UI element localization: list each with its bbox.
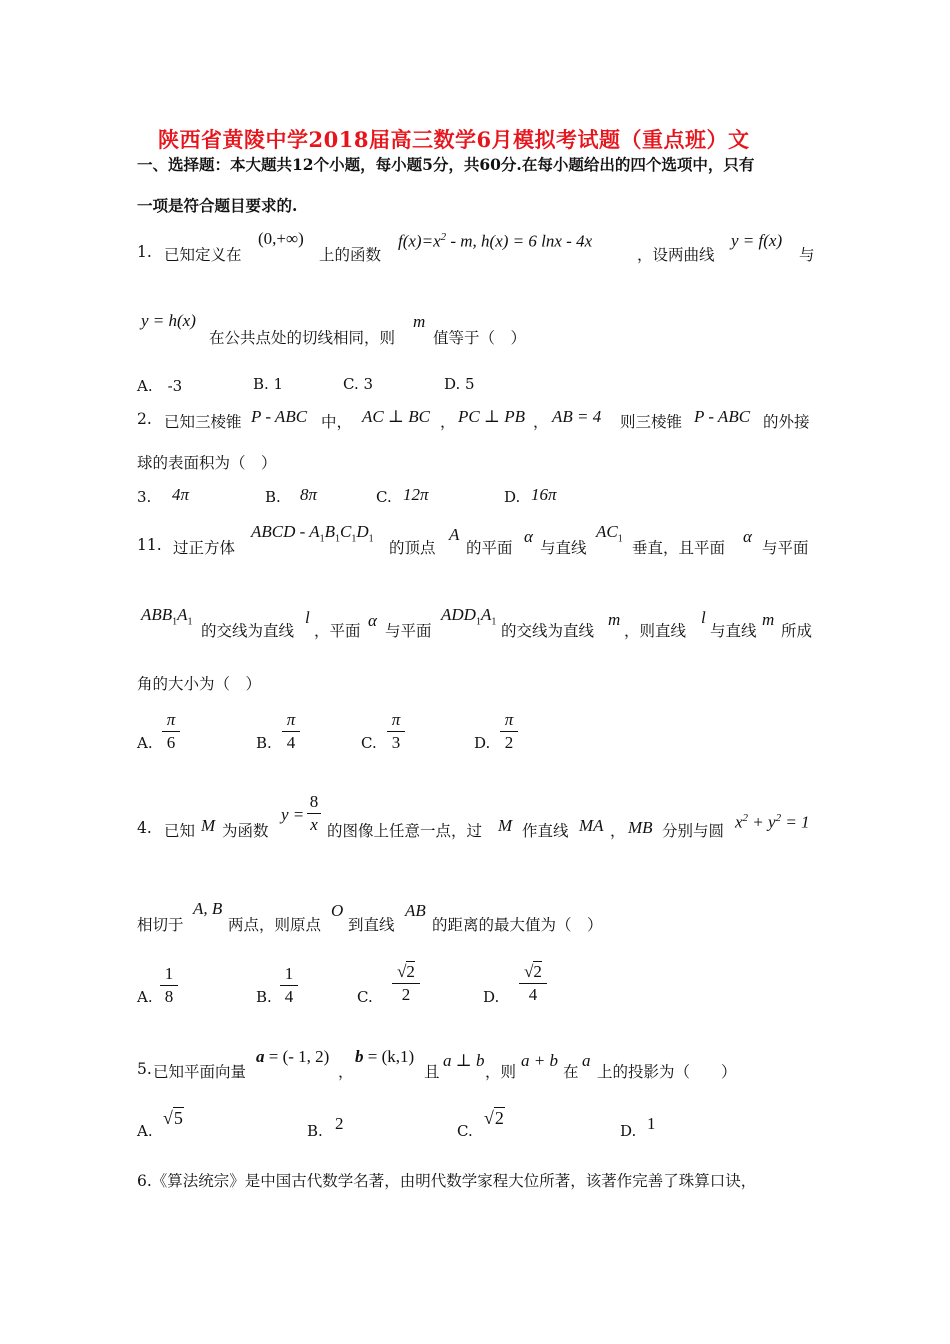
q2-text-5: 球的表面积为（ ） [137,454,277,472]
q11-option-b-fraction: π 4 [282,710,300,753]
q11-option-a-fraction: π 6 [162,710,180,753]
q5-option-b-value: 2 [335,1114,344,1133]
q11-line-l: l [305,608,310,627]
q2-sep-1: ， [440,413,456,431]
q4-circle-equation: $x^2 + y^2 = 1$ [735,812,810,832]
q11-text-5: 垂直，且平面 [632,539,726,557]
q11-option-d-fraction: π 2 [500,710,518,753]
q4-text-7: 两点，则原点 [228,916,322,934]
q4-sep: ， [610,822,626,840]
q2-text-4: 的外接 [763,413,810,431]
q5-vector-b: b = (k,1) [355,1047,415,1066]
q1-text-5: 在公共点处的切线相同，则 [209,329,396,347]
q4-point-m-2: M [498,816,513,835]
q4-text-2: 为函数 [222,822,269,840]
q1-text-6: 值等于（ ） [433,329,527,347]
q4-text-5: 分别与圆 [662,822,725,840]
q11-cube: ABCD - $A_1B_1C_1D_1$ [251,522,374,545]
q11-text-9: 与平面 [385,622,432,640]
q2-option-c-label: C. [376,488,392,506]
q2-text-3: 则三棱锥 [620,413,683,431]
q11-text-1: 过正方体 [173,539,236,557]
q2-number: 2. [137,410,152,428]
q5-option-a-label: A. [137,1122,153,1140]
q2-text-2: 中， [321,413,353,431]
question-6-text: 6.《算法统宗》是中国古代数学名著，由明代数学家程大位所著，该著作完善了珠算口诀， [137,1172,757,1190]
q5-option-d-label: D. [620,1122,637,1140]
q4-text-8: 到直线 [348,916,395,934]
q11-text-3: 的平面 [466,539,513,557]
q1-number: 1. [137,243,152,261]
q11-alpha-2: α [743,527,752,546]
q4-number: 4. [137,819,152,837]
q1-option-b: B. 1 [253,375,284,393]
q11-text-14: 角的大小为（ ） [137,675,262,693]
q4-y-equals: y = [281,805,305,824]
section-heading-line1: 一、选择题：本大题共12个小题，每小题5分，共60分.在每小题给出的四个选项中，只有 [137,155,755,174]
q5-vector-a-2: a [582,1051,591,1070]
q1-text-4: 与 [799,246,815,264]
q11-number: 11. [137,536,162,554]
q2-condition-1: AC ⊥ BC [362,407,430,426]
q5-text-4: 在 [563,1063,579,1081]
q1-text-1: 已知定义在 [164,246,242,264]
section-heading-line2: 一项是符合题目要求的. [137,196,298,215]
q1-option-d: D. 5 [444,375,475,393]
q11-line-m: m [608,610,621,629]
q4-points-ab: A, B [193,899,223,918]
q4-text-3: 的图像上任意一点，过 [327,822,483,840]
q2-option-b-label: B. [265,488,281,506]
q4-option-b-label: B. [256,988,272,1006]
q4-point-m: M [201,816,216,835]
q5-option-c-label: C. [457,1122,473,1140]
q5-option-b-label: B. [307,1122,323,1140]
q11-plane-add1a1: $ADD_1A_1$ [441,605,497,628]
q4-option-b-fraction: 1 4 [280,964,298,1007]
q1-text-2: 上的函数 [319,246,382,264]
q1-curve-h: y = h(x) [141,311,196,330]
q11-alpha: α [524,527,533,546]
q11-text-12: 与直线 [710,622,757,640]
q4-text-1: 已知 [164,822,196,840]
q11-text-7: 的交线为直线 [201,622,295,640]
q11-text-11: ，则直线 [624,622,687,640]
q2-sep-2: ， [533,413,549,431]
q11-text-4: 与直线 [540,539,587,557]
q11-plane-abb1a1: $ABB_1A_1$ [141,605,193,628]
q5-option-a-value: √5 [163,1108,183,1128]
page-title: 陕西省黄陵中学2018届高三数学6月模拟考试题（重点班）文 [158,127,750,152]
q5-perpendicular: a ⊥ b [443,1051,485,1070]
q5-sum: a + b [521,1051,558,1070]
q1-m: m [413,312,426,331]
q1-domain: (0,+∞) [258,229,304,248]
q11-option-a-label: A. [137,734,153,752]
q4-text-4: 作直线 [522,822,569,840]
q2-option-d-label: D. [504,488,521,506]
q5-text-5: 上的投影为（ ） [597,1063,737,1081]
q2-pabc-2: P - ABC [694,407,751,426]
q5-option-d-value: 1 [647,1114,656,1133]
q5-sep: ， [338,1063,354,1081]
q1-option-a: A. -3 [137,377,183,395]
q11-text-2: 的顶点 [389,539,436,557]
q11-text-10: 的交线为直线 [501,622,595,640]
q4-text-6: 相切于 [137,916,184,934]
q4-option-c-label: C. [357,988,373,1006]
q5-text-2: 且 [424,1063,440,1081]
q5-text-3: ，则 [485,1063,517,1081]
q4-option-c-fraction: √2 2 [392,962,420,1005]
q4-option-a-label: A. [137,988,153,1006]
q11-text-13: 所成 [781,622,813,640]
q5-vector-a: a = (- 1, 2) [256,1047,330,1066]
q4-origin-o: O [331,901,344,920]
q11-option-c-fraction: π 3 [387,710,405,753]
q4-line-mb: MB [628,818,653,837]
q2-option-c-value: 12π [403,485,429,504]
q5-number: 5. [137,1060,152,1078]
q11-option-d-label: D. [474,734,491,752]
q2-condition-2: PC ⊥ PB [458,407,525,426]
q2-text-1: 已知三棱锥 [164,413,242,431]
q11-alpha-3: α [368,611,377,630]
q11-text-6: 与平面 [762,539,809,557]
q1-text-3: ，设两曲线 [637,246,715,264]
q1-option-c: C. 3 [343,375,374,393]
q11-option-b-label: B. [256,734,272,752]
q2-option-d-value: 16π [531,485,557,504]
q4-option-d-fraction: √2 4 [519,962,547,1005]
q11-line-m-2: m [762,610,775,629]
q2-option-a-label: 3. [137,488,152,506]
q2-option-b-value: 8π [300,485,318,504]
q2-option-a-value: 4π [172,485,190,504]
q2-condition-3: AB = 4 [552,407,602,426]
q11-ac1: $AC_1$ [596,522,623,545]
q5-text-1: 已知平面向量 [153,1063,247,1081]
q11-text-8: ，平面 [314,622,361,640]
q4-line-ab: AB [405,901,426,920]
q11-point-a: A [449,525,460,544]
q4-line-ma: MA [579,816,604,835]
q11-option-c-label: C. [361,734,377,752]
q4-option-a-fraction: 1 8 [160,964,178,1007]
q2-pabc: P - ABC [251,407,308,426]
q5-option-c-value: √2 [484,1108,504,1128]
q4-option-d-label: D. [483,988,500,1006]
q1-function-f: $f(x)=x^2 - m$, h(x) = 6 lnx - 4x [398,231,593,251]
q4-text-9: 的距离的最大值为（ ） [432,916,603,934]
q1-curve-f: y = f(x) [731,231,783,250]
q4-fraction-8-over-x: 8 x [307,792,321,835]
q11-line-l-2: l [701,608,706,627]
